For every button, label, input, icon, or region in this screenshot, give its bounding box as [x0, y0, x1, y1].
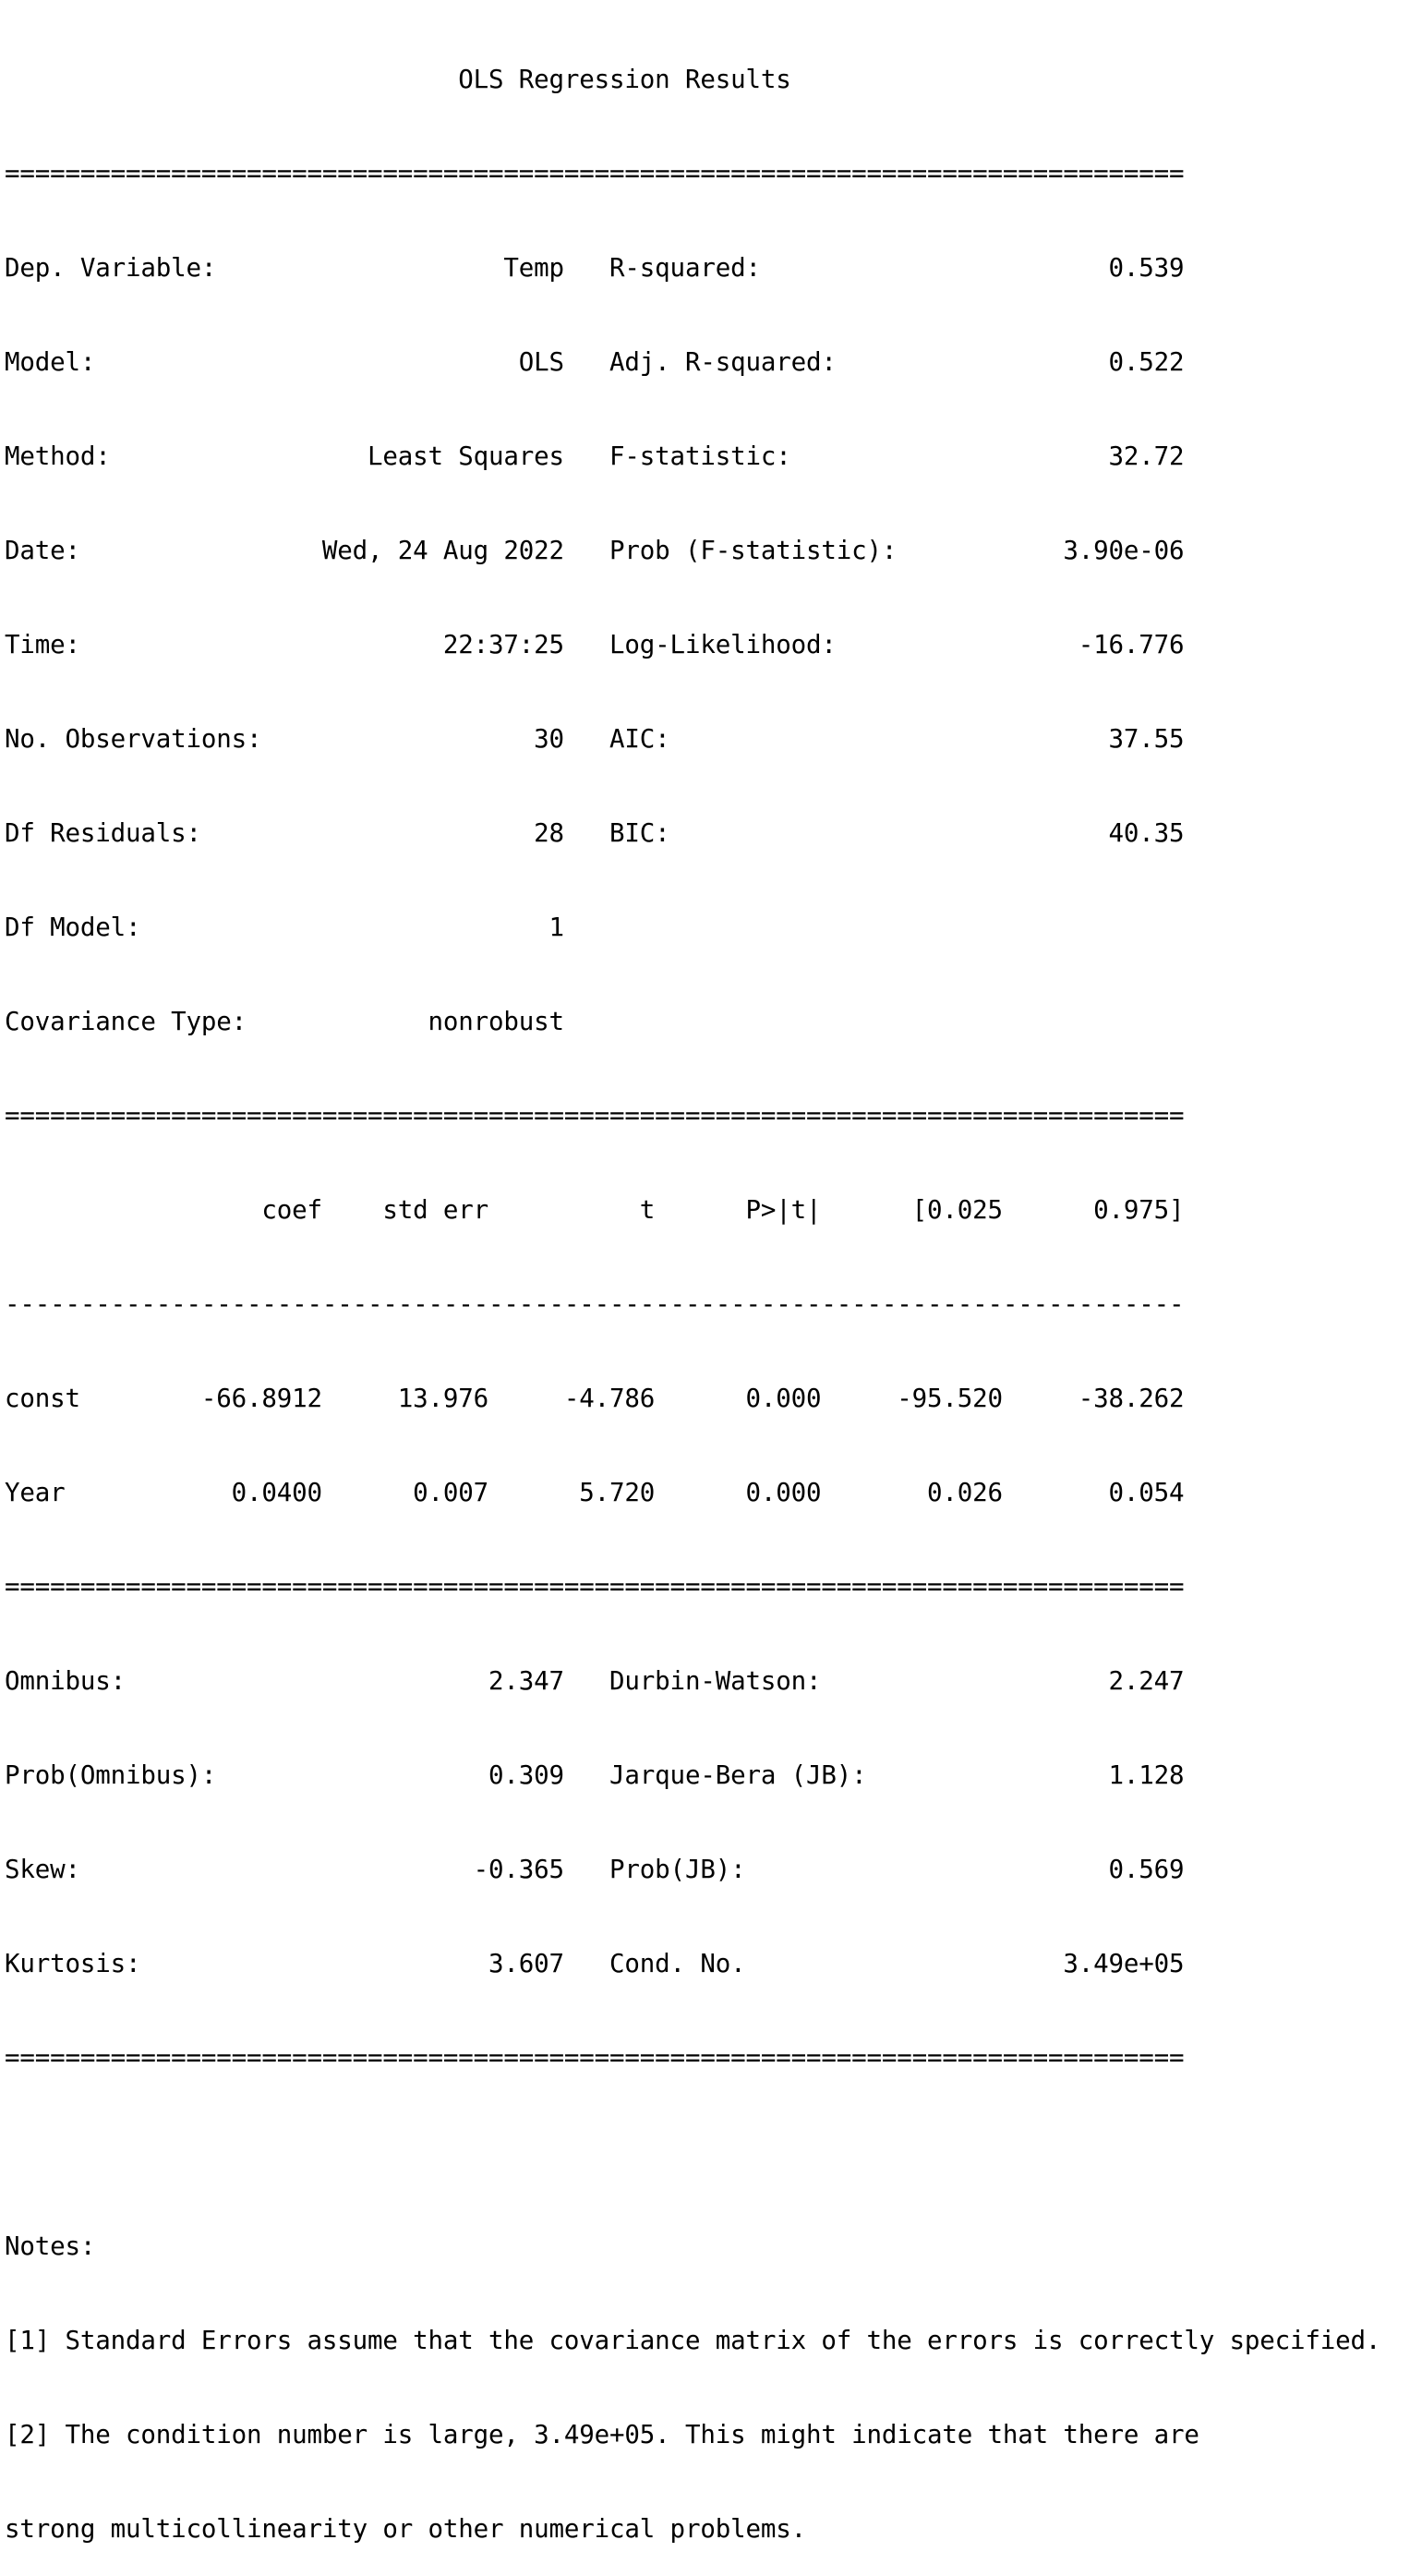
diag-row-skew: Skew: -0.365 Prob(JB): 0.569: [5, 1855, 1185, 1884]
double-rule: ==============================================================================: [5, 159, 1185, 188]
summary-row-df-model: Df Model: 1: [5, 913, 1185, 942]
note-2-continued: strong multicollinearity or other numerical problems.: [5, 2514, 806, 2544]
ols-regression-report: [5, 1, 1380, 2576]
summary-row-time: Time: 22:37:25 Log-Likelihood: -16.776: [5, 630, 1185, 659]
diag-row-prob-omnibus: Prob(Omnibus): 0.309 Jarque-Bera (JB): 1.128: [5, 1760, 1185, 1790]
summary-row-date: Date: Wed, 24 Aug 2022 Prob (F-statistic): 3.90e-06: [5, 536, 1185, 565]
double-rule: ==============================================================================: [5, 2043, 1185, 2073]
single-rule: ------------------------------------------------------------------------------: [5, 1289, 1185, 1319]
coef-row-const: const -66.8912 13.976 -4.786 0.000 -95.520 -38.262: [5, 1384, 1185, 1413]
summary-row-dep-variable: Dep. Variable: Temp R-squared: 0.539: [5, 253, 1185, 283]
summary-row-df-residuals: Df Residuals: 28 BIC: 40.35: [5, 818, 1185, 848]
note-2: [2] The condition number is large, 3.49e+05. This might indicate that there are: [5, 2420, 1199, 2449]
summary-row-method: Method: Least Squares F-statistic: 32.72: [5, 441, 1185, 471]
coef-row-year: Year 0.0400 0.007 5.720 0.000 0.026 0.054: [5, 1478, 1185, 1507]
summary-row-model: Model: OLS Adj. R-squared: 0.522: [5, 347, 1185, 377]
double-rule: ==============================================================================: [5, 1101, 1185, 1131]
summary-row-covariance-type: Covariance Type: nonrobust: [5, 1007, 1185, 1036]
note-1: [1] Standard Errors assume that the covariance matrix of the errors is correctly specified.: [5, 2326, 1381, 2355]
report-title: OLS Regression Results: [5, 65, 1245, 94]
blank-line: [5, 2136, 1380, 2168]
double-rule: ==============================================================================: [5, 1572, 1185, 1602]
diag-row-omnibus: Omnibus: 2.347 Durbin-Watson: 2.247: [5, 1666, 1185, 1696]
notes-heading: Notes:: [5, 2231, 96, 2261]
summary-row-observations: No. Observations: 30 AIC: 37.55: [5, 724, 1185, 754]
diag-row-kurtosis: Kurtosis: 3.607 Cond. No. 3.49e+05: [5, 1949, 1185, 1978]
coef-table-header: coef std err t P>|t| [0.025 0.975]: [5, 1195, 1185, 1225]
